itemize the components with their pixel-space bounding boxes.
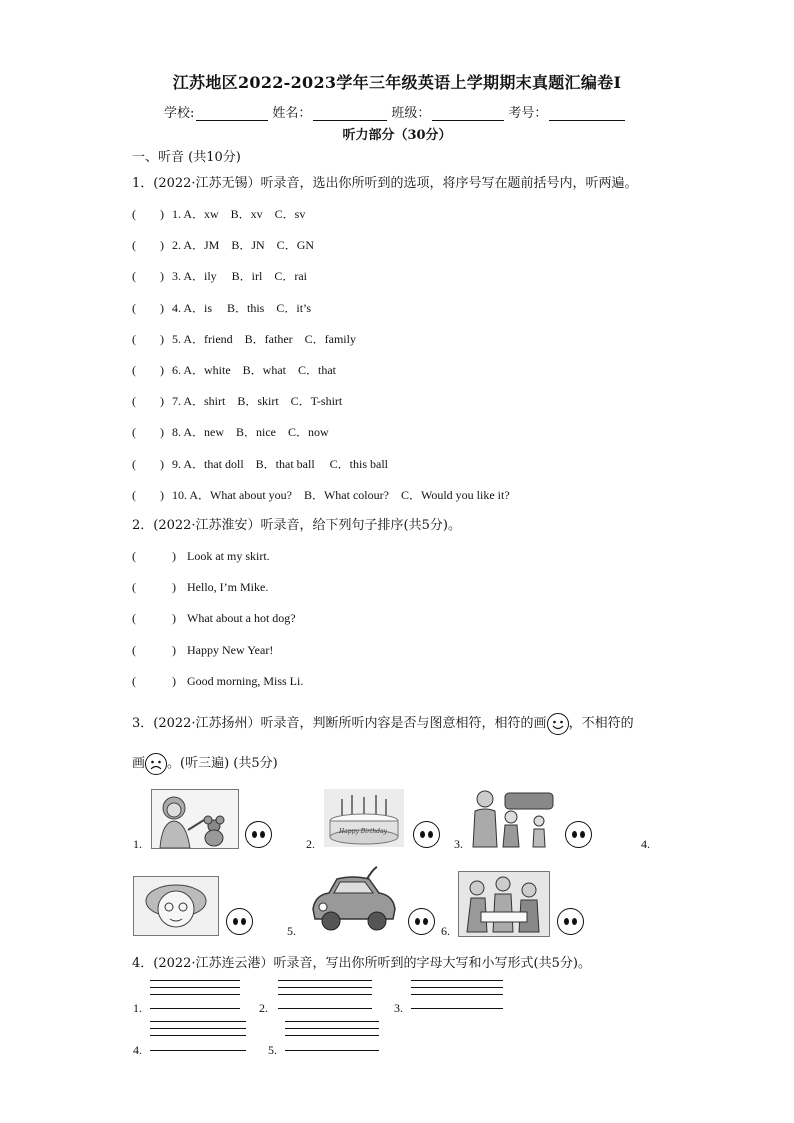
- writing-line[interactable]: [278, 1008, 372, 1009]
- q1-item: [132, 299, 311, 316]
- q3-prompt-b: ，不相符的: [568, 716, 634, 731]
- q1-prompt: 1．(2022·江苏无锡）听录音，选出你所听到的选项，将序号写在题前括号内，听两遍。: [132, 176, 638, 191]
- q1-item-text: 2. A．JM B．JN C．GN: [172, 238, 315, 253]
- q2-item-text: Happy New Year!: [187, 642, 274, 657]
- answer-face-circle[interactable]: [245, 821, 272, 848]
- answer-face-circle[interactable]: [408, 908, 435, 935]
- writing-line[interactable]: [285, 1050, 379, 1051]
- answer-paren[interactable]: ( ): [132, 673, 176, 688]
- q2-prompt: 2．(2022·江苏淮安）听录音，给下列句子排序(共5分)。: [132, 518, 461, 533]
- class-field[interactable]: [432, 107, 504, 121]
- sad-face-icon: [145, 753, 167, 775]
- smile-face-icon: [547, 713, 569, 735]
- q2-item-text: Hello, I’m Mike.: [187, 580, 269, 595]
- writing-line[interactable]: [150, 994, 240, 995]
- q1-item-text: 8. A．new B．nice C．now: [172, 425, 329, 440]
- school-field[interactable]: [196, 107, 268, 121]
- writing-line[interactable]: [150, 1021, 246, 1022]
- answer-paren[interactable]: ( ): [132, 331, 164, 346]
- writing-line[interactable]: [411, 980, 503, 981]
- q2-item: [132, 609, 296, 626]
- answer-paren[interactable]: ( ): [132, 456, 164, 471]
- q3-number: 6.: [441, 924, 450, 938]
- q3-prompt-line1: [132, 712, 634, 735]
- answer-paren[interactable]: ( ): [132, 269, 164, 284]
- q2-item-text: Good morning, Miss Li.: [187, 673, 304, 688]
- writing-line[interactable]: [150, 1050, 246, 1051]
- answer-paren[interactable]: ( ): [132, 207, 164, 221]
- q3-number: 5.: [287, 924, 296, 938]
- writing-line[interactable]: [278, 987, 372, 988]
- exam-title: 江苏地区2022-2023学年三年级英语上学期期末真题汇编卷Ⅰ: [172, 73, 622, 92]
- writing-line[interactable]: [411, 1008, 503, 1009]
- q1-item-text: 6. A．white B．what C．that: [172, 363, 336, 377]
- answer-paren[interactable]: ( ): [132, 611, 176, 626]
- q4-number: 2.: [259, 1001, 268, 1015]
- q1-item: [132, 423, 329, 440]
- writing-line[interactable]: [285, 1035, 379, 1036]
- toy-car-picture: [307, 865, 399, 935]
- family-at-zoo-picture: [465, 785, 555, 849]
- school-label: 学校:: [164, 106, 195, 121]
- q1-item-text: 3. A．ily B．irl C．rai: [172, 269, 308, 284]
- answer-paren[interactable]: ( ): [132, 238, 164, 253]
- q4-number: 1.: [133, 1001, 142, 1015]
- answer-face-circle[interactable]: [413, 821, 440, 848]
- q1-item-text: 7. A．shirt B．skirt C．T-shirt: [172, 394, 343, 409]
- writing-line[interactable]: [411, 994, 503, 995]
- writing-line[interactable]: [150, 1035, 246, 1036]
- q1-item: [132, 486, 510, 503]
- class-label: 班级：: [391, 106, 431, 121]
- q4-number: 3.: [394, 1001, 403, 1015]
- q2-item: [132, 641, 273, 658]
- q3-prompt-c: 画: [132, 756, 146, 771]
- answer-paren[interactable]: ( ): [132, 363, 164, 377]
- q1-item: [132, 392, 342, 409]
- answer-paren[interactable]: ( ): [132, 300, 164, 315]
- q3-number: 2.: [306, 837, 315, 851]
- number-field[interactable]: [549, 107, 625, 121]
- answer-paren[interactable]: ( ): [132, 549, 176, 563]
- student-info-row: [164, 102, 629, 121]
- q1-item: [132, 205, 305, 222]
- q4-number: 5.: [268, 1043, 277, 1057]
- q1-item-text: 5. A．friend B．father C．family: [172, 331, 356, 346]
- writing-line[interactable]: [150, 1008, 240, 1009]
- name-field[interactable]: [313, 107, 387, 121]
- answer-paren[interactable]: ( ): [132, 642, 176, 657]
- q1-item: [132, 267, 307, 284]
- writing-line[interactable]: [285, 1028, 379, 1029]
- section-heading: 一、听音 (共10分): [132, 150, 241, 165]
- q4-number: 4.: [133, 1043, 142, 1057]
- answer-paren[interactable]: ( ): [132, 580, 176, 595]
- name-label: 姓名：: [272, 106, 312, 121]
- q3-number: 3.: [454, 837, 463, 851]
- answer-paren[interactable]: ( ): [132, 425, 164, 440]
- q1-item-text: 10. A．What about you? B．What colour? C．Would you like it?: [172, 487, 510, 502]
- q2-item: [132, 547, 270, 564]
- q1-item-text: 1. A．xw B．xv C．sv: [172, 207, 306, 221]
- number-label: 考号：: [508, 106, 548, 121]
- writing-line[interactable]: [150, 987, 240, 988]
- q2-item: [132, 672, 303, 689]
- q1-item-text: 9. A．that doll B．that ball C．this ball: [172, 456, 388, 471]
- writing-line[interactable]: [278, 980, 372, 981]
- answer-face-circle[interactable]: [557, 908, 584, 935]
- answer-paren[interactable]: ( ): [132, 487, 164, 502]
- q1-item: [132, 330, 356, 347]
- q2-item: [132, 578, 268, 595]
- writing-line[interactable]: [411, 987, 503, 988]
- q4-prompt: 4．(2022·江苏连云港）听录音，写出你所听到的字母大写和小写形式(共5分)。: [132, 956, 591, 971]
- grandma-picture: [133, 876, 219, 936]
- answer-face-circle[interactable]: [226, 908, 253, 935]
- birthday-cake-picture: [324, 789, 404, 847]
- q3-prompt-a: 3．(2022·江苏扬州）听录音，判断所听内容是否与图意相符，相符的画: [132, 716, 547, 731]
- q3-number: 4.: [641, 837, 650, 851]
- q1-item: [132, 236, 314, 253]
- q1-item-text: 4. A．is B．this C．it’s: [172, 300, 312, 315]
- part-title: 听力部分（30分）: [342, 128, 452, 143]
- answer-paren[interactable]: ( ): [132, 394, 164, 409]
- q2-item-text: What about a hot dog?: [187, 611, 296, 626]
- family-party-picture: [458, 871, 550, 937]
- cake-caption: Happy Birthday: [339, 828, 388, 835]
- q3-prompt-d: 。(听三遍) (共5分): [167, 756, 278, 771]
- writing-line[interactable]: [285, 1021, 379, 1022]
- girl-with-mouse-picture: [151, 789, 239, 849]
- writing-line[interactable]: [150, 1028, 246, 1029]
- q3-prompt-line2: [132, 752, 278, 775]
- writing-line[interactable]: [150, 980, 240, 981]
- answer-face-circle[interactable]: [565, 821, 592, 848]
- q2-item-text: Look at my skirt.: [187, 549, 270, 563]
- q1-item: [132, 361, 336, 378]
- writing-line[interactable]: [278, 994, 372, 995]
- q1-item: [132, 455, 388, 472]
- q3-number: 1.: [133, 837, 142, 851]
